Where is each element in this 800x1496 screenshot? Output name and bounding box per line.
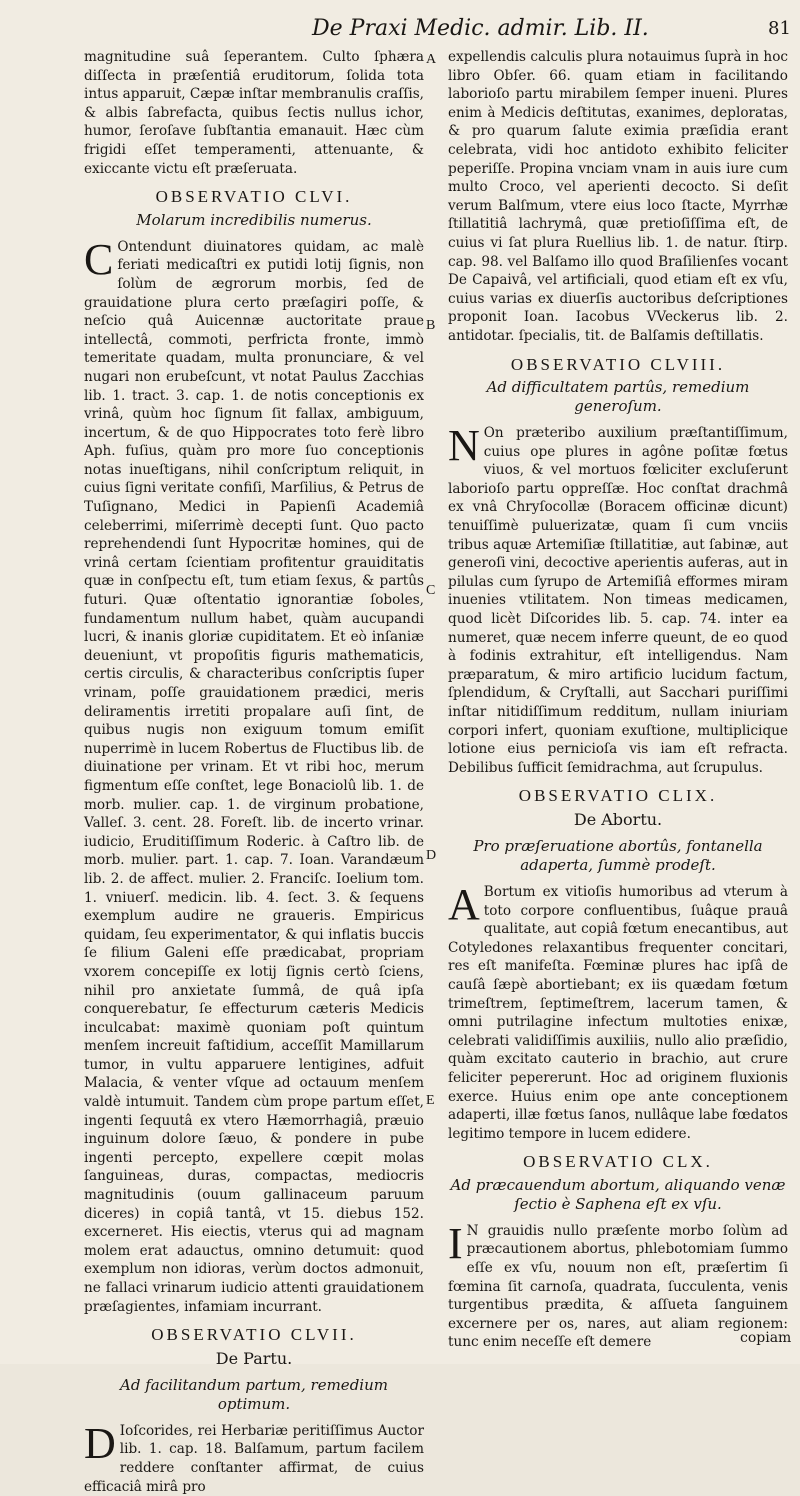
observation-subtitle: De Abortu. (573, 809, 663, 829)
paragraph: magnitudine suâ ſeperantem. Culto ſphæra diſſecta in præſentiâ eruditorum, ſolida tota intus apparuit, Cæpæ inſtar membranulis craſſis, & albis ſabrefacta, quibus ſectis nullus ichor, humor, ſeroſave ſubſtantia emanauit. Hæc cùm frigidi eſſet temperamenti, attenuante, & exiccante victu eſt præſeruata. (84, 49, 424, 177)
left-column (84, 48, 424, 1496)
right-column (448, 48, 788, 1352)
paragraph (448, 421, 788, 777)
drop-cap: C (84, 234, 114, 284)
margin-letter-c: C (426, 583, 436, 598)
paragraph (448, 879, 788, 1143)
paragraph-text: Ontendunt diuinatores quidam, ac malè feriati medicaſtri ex putidi lotij ſignis, non ſolùm de ægrorum morbis, ſed de grauidatione plura certo præſagiri poſſe, & neſcio quâ Auicennæ auctoritate praue intellectâ, commoti, perfricta fronte, immò temeritate quadam, multa pronunciare, & vel nugari non erubeſcunt, vt notat Paulus Zacchias lib. 1. tract. 3. cap. 1. de notis conceptionis ex vrinâ, quùm hoc ſignum ſit fallax, ambiguum, incertum, & de quo Hippocrates toto ferè libro Aph. fuſius, quàm pro more ſuo conceptionis notas inueſtigans, nihil conſcriptum reliquit, in cuius ſigni veritate confiſi, Marſilius, & Petrus de Tuſignano, Medici in Papienſi Academiâ celeberrimi, miſerrimè decepti ſunt. Quo pacto reprehendendi ſunt Hypocritæ homines, qui de vrinâ certam ſcientiam profitentur grauiditatis quæ in conſpectu eſt, tum etiam ſexus, & partûs futuri. Quæ oſtentatio ignorantiæ ſoboles, fundamentum nullum habet, quàm aucupandi lucri, & inanis gloriæ cupiditatem. Et eò inſaniæ deueniunt, vt propoſitis figuris mathematicis, certis circulis, & characteribus conſcriptis ſuper vrinam, poſſe grauidationem prædici, meris deliramentis irretiti propalare auſi ſint, de quibus nugis non exiguum tomum emiſit nuperrimè in lucem Robertus de Fluctibus lib. de diuinatione per vrinam. Et vt ribi hoc, merum figmentum eſſe conſtet, lege Bonaciolû lib. 1. de morb. mulier. cap. 1. de virginum probatione, Valleſ. 3. cent. 28. Foreſt. lib. de incerto vrinar. iudicio, Eruditiſſimum Roderic. à Caſtro lib. de morb. mulier. part. 1. cap. 7. Ioan. Varandæum lib. 2. de affect. mulier. 2. Franciſc. Ioelium tom. 1. vniuerſ. medicin. lib. 4. ſect. 3. & ſequens exemplum audire ne graueris. Empiricus quidam, ſeu experimentator, & qui inflatis buccis ſe filium Galeni eſſe prædicabat, propriam vxorem concepiſſe ex lotij ſignis certò ſciens, nihil pro anxietate ſummâ, de quâ ipſa conquerebatur, ſe effecturum cæteris Medicis inculcabat: maximè quoniam poſt quintum menſem increuit faſtidium, acceſſit Mamillarum tumor, in vultu apparuere lentigines, adfuit Malacia, & venter vſque ad octauum menſem valdè intumuit. Tandem cùm prope partum eſſet, ingenti ſequutâ ex vtero Hæmorrhagiâ, præuio inguinum dolore ſæuo, & pondere in pube ingenti percepto, expellere cœpit molas ſanguineas, duras, compactas, mediocris magnitudinis (ouum gallinaceum paruum diceres) in copiâ tantâ, vt 15. diebus 152. excerneret. His eiectis, vterus qui ad magnam molem erat adauctus, omnino detumuit: quod exemplum non idioras, verùm doctos admonuit, ne fallaci vrinarum iudicio attenti grauidationem præſagientes, infamiam incurrant. (84, 238, 424, 1315)
page-number: 81 (768, 18, 791, 39)
observation-heading-158: OBSERVATIO CLVIII. (510, 354, 726, 374)
observation-subtitle-2: Pro præſeruatione abortûs, fontanella adaperta, ſummè prodeſt. (473, 836, 763, 874)
margin-letter-b: B (426, 318, 436, 333)
observation-subtitle-2: Ad facilitandum partum, remedium optimum. (120, 1375, 388, 1413)
observation-heading-157: OBSERVATIO CLVII. (151, 1325, 357, 1345)
margin-letter-d: D (426, 848, 437, 863)
observation-heading-159: OBSERVATIO CLIX. (518, 786, 718, 806)
observation-subtitle: Ad difficultatem partûs, remedium generoſum. (486, 378, 750, 416)
paragraph-text: On præteribo auxilium præſtantiſſimum, cuius ope plures in agône poſitæ fœtus viuos, & vel mortuos fœliciter excluſerunt laborioſo partu oppreſſæ. Hoc conſtat drachmâ ex vnâ Chryſocollæ (Boracem officinæ dicunt) tenuiſſimè puluerizatæ, quam ſi cum vnciis tribus aquæ Artemiſiæ ſtillatitiæ, aut ſabinæ, aut generoſi vini, decoctive aperientis auferas, aut in pilulas cum ſyrupo de Artemiſiâ efformes miram inuenies vtilitatem. Non timeas medicamen, quod licèt Diſcorides lib. 5. cap. 74. inter ea numeret, quæ necem inferre queunt, de eo quod à fodinis extrahitur, eſt intelligendus. Nam præparatum, & miro artificio lucidum factum, ſplendidum, & Cryſtalli, aut Sacchari puriſſimi inſtar nitidiſſimum redditum, nullam iniuriam corpori infert, quoniam exuſtione, multiplicique lotione eius pernicioſa vis iam eſt refracta. Debilibus ſufficit ſemidrachma, aut ſcrupulus. (448, 425, 788, 776)
drop-cap: A (448, 879, 480, 929)
observation-heading-160: OBSERVATIO CLX. (523, 1152, 713, 1172)
drop-cap: D (84, 1418, 116, 1468)
observation-subtitle: Molarum incredibilis numerus. (136, 210, 372, 229)
paragraph: expellendis calculis plura notauimus ſuprà in hoc libro Obſer. 66. quam etiam in facilitando laborioſo partu mirabilem ſemper inueni. Plures enim à Medicis deſtitutas, exanimes, deploratas, & pro quarum ſalute eximia præſidia erant celebrata, vidi hoc antidoto exhibito feliciter peperiſſe. Propina vnciam vnam in auis iure cum multo Croco, vel aperienti decocto. Si deſit verum Balſmum, vtere eius loco ſtacte, Myrrhæ ſtillatitiâ lachrymâ, quæ pretioſiſſima eſt, de cuius vi ſat plura Ruellius lib. 1. de natur. ſtirp. cap. 98. vel Balſamo illo quod Braſilienſes vocant De Capaivâ, vel artificiali, quod etiam eſt ex vſu, cuius varias ex diuerſis auctoribus deſcriptiones proponit Ioan. Iacobus VVeckerus lib. 2. antidotar. ſpecialis, tit. de Balſamis deſtillatis. (448, 49, 788, 344)
margin-letter-a: A (426, 52, 437, 67)
paragraph (448, 1218, 788, 1352)
observation-subtitle: Ad præcauendum abortum, aliquando venæ ſectio è Saphena eſt ex vſu. (450, 1175, 786, 1213)
paragraph-text: Ioſcorides, rei Herbariæ peritiſſimus Auctor lib. 1. cap. 18. Balſamum, partum facilem reddere conſtanter affirmat, de cuius efficaciâ mirâ pro (84, 1422, 424, 1495)
observation-subtitle: De Partu. (215, 1348, 293, 1368)
margin-letter-e: E (426, 1093, 435, 1108)
paragraph-text: N grauidis nullo præſente morbo ſolùm ad præcautionem abortus, phlebotomiam ſummo eſſe ex vſu, nouum non eſt, præſertim ſi fœmina ſit carnoſa, quadrata, ſucculenta, venis turgentibus prædita, & aſſueta ſanguinem excernere per os, nares, aut aliam regionem: tunc enim neceſſe eſt demere (448, 1222, 788, 1351)
drop-cap: N (448, 421, 480, 471)
running-header (0, 14, 800, 44)
catchword: copiam (740, 1330, 792, 1346)
drop-cap: I (448, 1218, 463, 1268)
paragraph-text: Bortum ex vitioſis humoribus ad vterum à toto corpore confluentibus, ſuâque prauâ qualitate, aut copiâ fœtum enecantibus, aut Cotyledones relaxantibus frequenter concitari, res eſt manifeſta. Fœminæ plures hac ipſâ de cauſâ ſæpè abortiebant; ex iis quædam fœtum trimeſtrem, ſeptimeſtrem, lacerum tamen, & omni putrilagine infectum multoties enixæ, celebrati validiſſimis auxiliis, nullo alio præſidio, quàm excitato cauterio in brachio, aut crure feliciter pepererunt. Hoc ad originem fluxionis exerce. Huius enim ope ante conceptionem adaperti, illæ fœtus ſanos, nullâque labe fœdatos legitimo tempore in lucem edidere. (448, 883, 788, 1142)
paragraph (84, 234, 424, 1316)
observation-heading-156: OBSERVATIO CLVI. (155, 187, 353, 207)
running-title: De Praxi Medic. admir. Lib. II. (312, 16, 649, 41)
paragraph (84, 1418, 424, 1496)
